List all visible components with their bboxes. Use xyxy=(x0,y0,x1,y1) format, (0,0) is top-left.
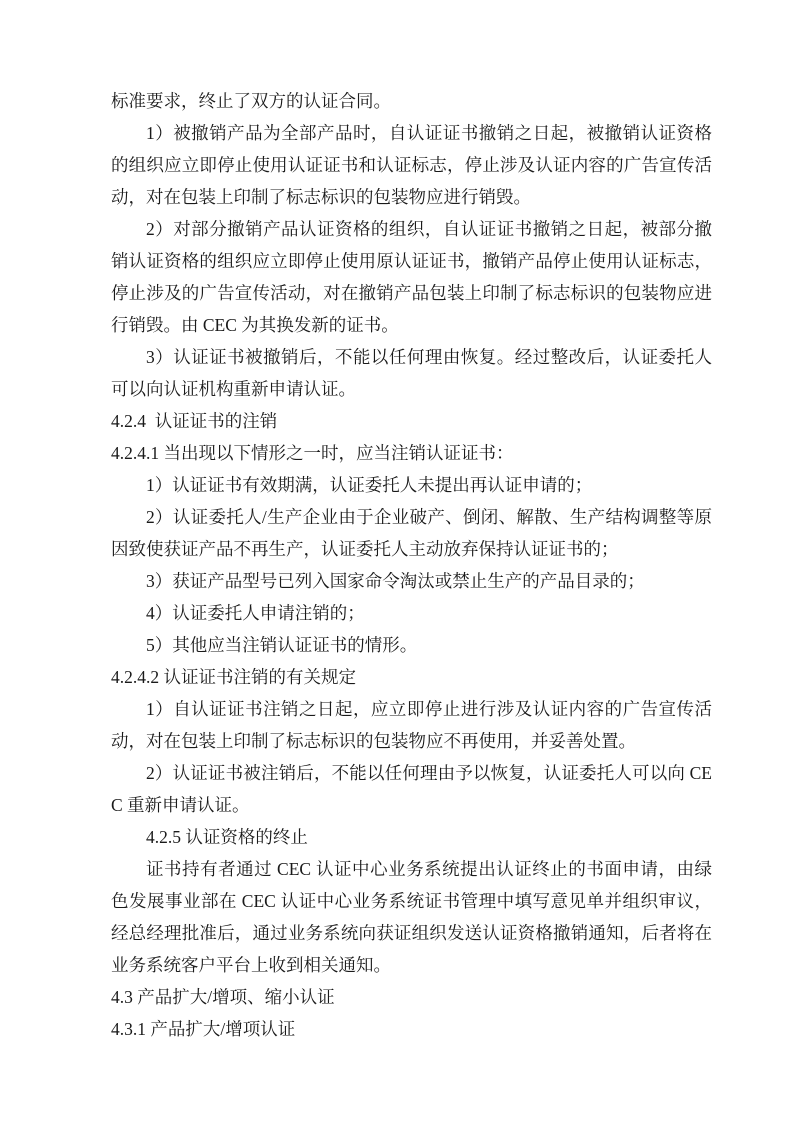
body-paragraph: 5）其他应当注销认证证书的情形。 xyxy=(146,635,418,655)
body-paragraph: 1）被撤销产品为全部产品时，自认证证书撤销之日起，被撤销认证资格的组织应立即停止使用认证证书和认证标志，停止涉及认证内容的广告宣传活动，对在包装上印制了标志标识的包装物应进行销毁。 xyxy=(111,123,712,207)
body-paragraph: 1）自认证证书注销之日起，应立即停止进行涉及认证内容的广告宣传活动，对在包装上印制了标志标识的包装物应不再使用，并妥善处置。 xyxy=(111,699,712,751)
body-paragraph: 3）认证证书被撤销后，不能以任何理由恢复。经过整改后，认证委托人可以向认证机构重新申请认证。 xyxy=(111,347,712,399)
document-content xyxy=(111,85,712,1045)
body-paragraph: 标准要求，终止了双方的认证合同。 xyxy=(111,91,391,111)
section-heading: 4.2.4.1 当出现以下情形之一时，应当注销认证证书： xyxy=(111,443,514,463)
body-paragraph: 2）认证证书被注销后，不能以任何理由予以恢复，认证委托人可以向 CEC 重新申请认证。 xyxy=(111,763,712,815)
body-paragraph: 2）对部分撤销产品认证资格的组织，自认证证书撤销之日起，被部分撤销认证资格的组织应立即停止使用原认证证书，撤销产品停止使用认证标志，停止涉及的广告宣传活动，对在撤销产品包装上印制了标志标识的包装物应进行销毁。由 CEC 为其换发新的证书。 xyxy=(111,219,712,335)
body-paragraph: 证书持有者通过 CEC 认证中心业务系统提出认证终止的书面申请，由绿色发展事业部在 CEC 认证中心业务系统证书管理中填写意见单并组织审议，经总经理批准后，通过业务系统向获证组织发送认证资格撤销通知，后者将在业务系统客户平台上收到相关通知。 xyxy=(111,859,712,975)
section-heading: 4.2.4.2 认证证书注销的有关规定 xyxy=(111,667,356,687)
section-heading: 4.2.4 认证证书的注销 xyxy=(111,411,278,431)
section-heading: 4.2.5 认证资格的终止 xyxy=(146,827,308,847)
section-heading: 4.3 产品扩大/增项、缩小认证 xyxy=(111,987,335,1007)
section-heading: 4.3.1 产品扩大/增项认证 xyxy=(111,1019,296,1039)
body-paragraph: 2）认证委托人/生产企业由于企业破产、倒闭、解散、生产结构调整等原因致使获证产品不再生产，认证委托人主动放弃保持认证证书的； xyxy=(111,507,712,559)
body-paragraph: 3）获证产品型号已列入国家命令淘汰或禁止生产的产品目录的； xyxy=(146,571,645,591)
body-paragraph: 1）认证证书有效期满，认证委托人未提出再认证申请的； xyxy=(146,475,593,495)
body-paragraph: 4）认证委托人申请注销的； xyxy=(146,603,365,623)
